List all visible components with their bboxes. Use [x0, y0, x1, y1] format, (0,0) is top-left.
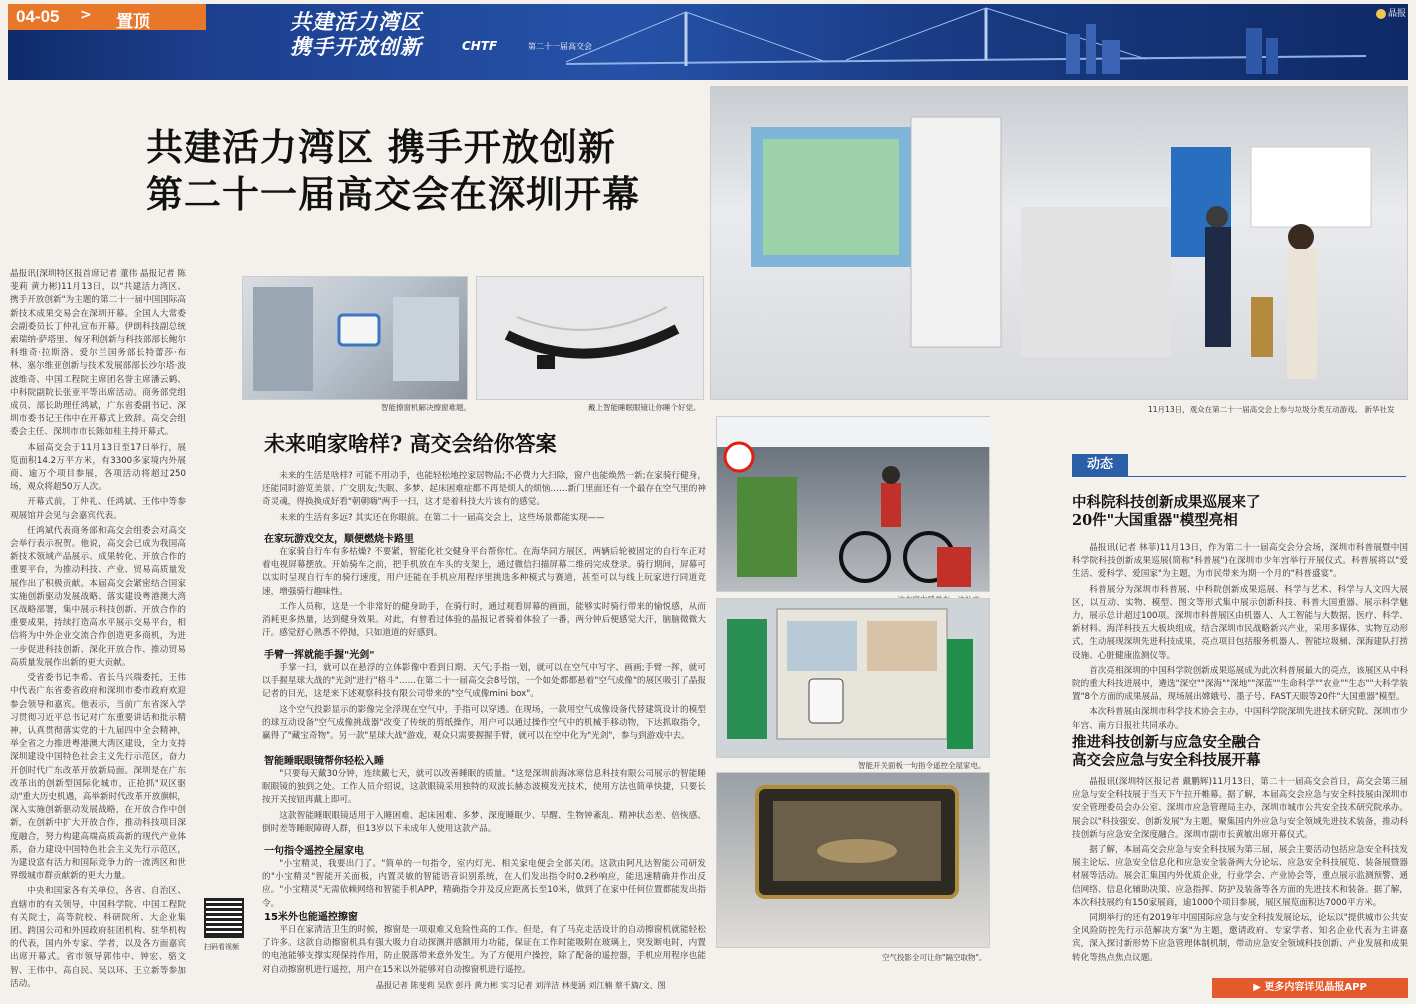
- banner-subtitle: 第二十一届高交会: [528, 42, 592, 51]
- photo-air-screen: [716, 772, 990, 948]
- app-link-button[interactable]: [1212, 978, 1408, 998]
- caption-air-screen: 空气投影全可让你"隔空取物"。: [882, 953, 987, 962]
- headline-line2: 第二十一届高交会在深圳开幕: [146, 172, 640, 216]
- paragraph: 开幕式前，丁仲礼、任鸿斌、王伟中等参观展馆并会见与会嘉宾代表。: [10, 497, 186, 521]
- banner-left-strip: [8, 30, 206, 80]
- paragraph: 晶报讯(记者 林菲)11月13日，作为第二十一届高交会分会场，深圳市科普展暨中国科学院科技创新成果巡展(简称"科普展")在深圳市少年宫举行开展仪式。科普展将以"爱生活、爱科学、爱国家"为主题，为市民带来为期一个月的"科普盛宴"。: [1072, 543, 1408, 580]
- story2-title-line1: 推进科技创新与应急安全融合: [1072, 734, 1261, 751]
- bike-text: [262, 546, 706, 642]
- paragraph: 科普展分为深圳市科普展、中科院创新成果巡展、科学与艺术、科学与人文四大展区，以互动、实物、模型、图文等形式集中展示创新科技、科普大国重器、展示科学魅力，展示总计超过100项。深圳市科普展区由机器人、人工智能与大数据、医疗、科学、新材料、海洋科技五大板块组成，结合深圳市民战略新兴产业，采用多媒体、实物互动形式，生动展现深圳先进科技成果，亮点项目包括服务机器人、智能垃圾桶、深海建队打捞设施、心脏健康监测仪等。: [1072, 584, 1408, 661]
- banner-title: [290, 10, 422, 60]
- feature-intro: [262, 470, 706, 528]
- caption-switch: 智能开关面板一句指令遥控全屋家电。: [858, 761, 986, 770]
- sidebar-story1-text: [1072, 542, 1408, 731]
- photo-bike: [716, 416, 990, 592]
- paragraph: 据了解，本届高交会应急与安全科技展为第三届，展会主要活动包括应急安全科技发展主论坛、应急安全信息化和应急安全装备两大分论坛、应急安全科技展览、装备展暨器材展等活动。展会汇集国内外优质企业，行业学会、产业协会等，重点展示监测预警、通信网络、信息化辅助决策、应急指挥、防护及装备等各方面的先进技术和装备。据了解，本次科技展约有150家展商，逾1000个项目参展，展区展览面积达7000平方米。: [1072, 845, 1408, 908]
- paragraph: 本次科普展由深圳市科学技术协会主办，中国科学院深圳先进技术研究院、深圳市少年宫、南方日报社共同承办。: [1072, 707, 1408, 731]
- paragraph: 本届高交会于11月13日至17日举行，展览面积14.2万平方米，有3300多家境内外展商、逾万个项目参展，各项活动将超过250场，观众将超50万人次。: [10, 442, 186, 493]
- paragraph: 手掌一扫，就可以在悬浮的立体影像中看到日期、天气;手指一划，就可以在空气中写字、画画;手臂一挥，就可以手握星球大战的"光剑"进行"格斗"……在第二十一届高交会8号馆，一个如处都都悬着"空气成像"的展区吸引了晶报记者的目光，这是来下述观察科技有限公司带来的"空气成像mini box"。: [262, 663, 706, 700]
- subhead-bike: 在家玩游戏交友，顺便燃烧卡路里: [264, 534, 414, 545]
- paragraph: 同期举行的还有2019年中国国际应急与安全科技发展论坛，论坛以"提供城市公共安全风险防控先行示范解决方案"为主题，邀请政府、专家学者、知名企业代表为主讲嘉宾，深入探讨新形势下应急管理体制机制，带动应急安全领域科技创新、产业发展和成果转化等热点焦点议题。: [1072, 913, 1408, 963]
- chevron-right-icon: ▶: [1253, 982, 1265, 993]
- paragraph: 这款智能睡眠眼镜适用于入睡困难、起床困难、多梦、深度睡眠少、早醒、生物钟紊乱、精神状态差、倍恢感、倒时差等睡眠障碍人群，但13岁以下未成年人使用这款产品。: [262, 810, 706, 834]
- paragraph: 晶报讯(深圳特区报首席记者 董伟 晶报记者 陈斐莉 黄力彬)11月13日，以"共建活力湾区、携手开放创新"为主题的第二十一届中国国际高新技术成果交易会在深圳开幕。全国人大常委会副委员长丁仲礼宣布开幕。伊朗科技副总统索瑞纳·萨塔里、匈牙利创新与科技部部长鲍尔科维奇·拉斯洛、爱尔兰国务部长特蕾莎·布林、塞尔维亚创新与技术发展部部长沙尔塔·波波维奇、中国工程院主席团名誉主席潘云鹤、中科院副院长张亚平等出席活动。商务部党组成员、部长助理任鸿斌，广东省委副书记、深圳市委书记王伟中在开幕式上致辞。高交会组委会主任、深圳市市长陈如桂主持开幕式。: [10, 269, 186, 438]
- qr-caption: 扫码看视频: [204, 943, 239, 951]
- subhead-window: 15米外也能遥控擦窗: [264, 912, 358, 923]
- voice-text: [262, 858, 706, 909]
- lightsaber-text: [262, 662, 706, 752]
- paragraph: 首次亮相深圳的中国科学院创新成果巡展成为此次科普展最大的亮点，该展区从中科院的重大科技进展中，遴选"深空""深海""深地""深蓝""生命科学""农业""生态""大科学装置"8个方面的成果展品，现场展出嫦娥号、墨子号、FAST天眼等20件"大国重器"模型。: [1072, 665, 1408, 703]
- sun-icon: [1376, 9, 1386, 19]
- photo-sleep-glasses: [476, 276, 704, 400]
- chtf-logo: CHTF: [462, 39, 498, 53]
- qr-code[interactable]: [204, 898, 244, 938]
- section-label: 置顶: [116, 12, 150, 32]
- paragraph: 任鸿斌代表商务部和高交会组委会对高交会举行表示祝贺。他说，高交会已成为我国高新技术领域产品展示、成果转化、开放合作的重要平台，为推动科技、产业、贸易高质量发展作出了积极贡献。本届高交会紧密结合国家实施创新驱动发展战略、落实建设粤港澳大湾区战略部署，集中展示科技创新、开放合作的重要成果，持续打造高水平展示交易平台，相信将为中外企业交流合作创造更多商机，为进一步促进科技创新、深化开放合作、推动贸易高质量发展作出新的更大贡献。: [10, 525, 186, 668]
- page-tag: [8, 4, 206, 30]
- app-link-label: 更多内容详见晶报APP: [1264, 982, 1367, 993]
- page-range: 04-05: [16, 7, 60, 26]
- window-text: [262, 924, 706, 978]
- banner-title-line2: 携手开放创新: [290, 35, 422, 59]
- subhead-voice: 一句指令遥控全屋家电: [264, 846, 364, 857]
- left-article: [10, 268, 186, 989]
- story2-title-line2: 高交会应急与安全科技展开幕: [1072, 752, 1261, 769]
- corner-logo: [1376, 6, 1406, 19]
- photo-main-exhibition: [710, 86, 1408, 400]
- photo-switch: [716, 598, 990, 758]
- story1-title-line1: 中科院科技创新成果巡展来了: [1072, 494, 1261, 511]
- subhead-sleep: 智能睡眠眼镜帮你轻松入睡: [264, 756, 384, 767]
- sidebar-story2-title: [1072, 734, 1261, 770]
- paragraph: 未来的生活有多远? 其实还在你眼前。在第二十一届高交会上，这些场景都能实现——: [279, 512, 605, 523]
- paragraph: 未来的生活是啥样? 可能不用动手，也能轻松地控家居物品;不必费力大扫除，窗户也能焕然一新;在家骑行健身，还能同时游览美景、广交朋友;失眠、多梦、起床困难症都不再是烦人的烦恼……新门里面还有一个最存在空气里的神奇灵魂，得换换成好看"朝朝嗨"两手一扫，这才是着科技大片该有的感觉。: [262, 471, 706, 508]
- chevron-icon: >: [80, 7, 92, 23]
- sidebar-story1-title: [1072, 494, 1261, 530]
- paragraph: 晶报讯(深圳特区报记者 戴鹏辉)11月13日，第二十一届高交会首日，高交会第三届应急与安全科技展于当天下午拉开帷幕。据了解，本届高交会应急与安全科技展由深圳市安全管理委员会办公室、深圳市应急管理局主办，深圳市城市公共安全技术研究院承办。展会以"科技强安、创新发展"为主题，聚集国内外应急与安全领域先进技术装备，推动科技创新与应急安全深度融合。深圳市副市长黄敏出席开幕仪式。: [1072, 777, 1408, 840]
- paragraph: 平日在家清洁卫生的时候，擦窗是一项艰难又危险性高的工作。但是，有了马克走活设计的自动擦窗机就能轻松了许多。这款自动擦窗机具有强大吸力自动探测并感额用力功能，保证在工作时能吸附在玻璃上，突发断电时，内置的电池能够支撑实现保持作用，防止脱落带来意外发生。为了方便用户操控，除了配备的遥控器，手机应用程序也能对自动擦窗机进行遥控，用户在15米以外能够对自动擦窗机进行遥控。: [262, 925, 706, 975]
- paragraph: 中央和国家各有关单位，各省、自治区、直辖市的有关领导，中国科学院、中国工程院有关院士，高等院校、科研院所、大企业集团、跨国公司和外国政府驻团机构、驻华机构的代表，国内外专家、学者，以及各方面嘉宾出席开幕式。省市领导郭伟中、钟宏、骆文智、王伟中、高自民、吴以环、王立新等参加活动。: [10, 886, 186, 989]
- story1-title-line2: 20件"大国重器"模型亮相: [1072, 512, 1238, 529]
- caption-sleep-glasses: 戴上智能睡眠眼镜让你睡个好觉。: [588, 403, 701, 412]
- photo-window-cleaner: [242, 276, 468, 400]
- paragraph: 受省委书记李希、省长马兴瑞委托，王伟中代表广东省委省政府和深圳市委市政府欢迎参会领导和嘉宾。他表示，当前广东省深入学习贯彻习近平总书记对广东重要讲话和批示精神，认真贯彻落实党的十九届四中全会精神，举全省之力推进粤港澳大湾区建设，全力支持深圳建设中国特色社会主义先行示范区，奋力开创时代广东改革开放新局面。深圳是在广东改革出的创新型国际化城市，正抢抓"双区驱动"重大历史机遇，高举新时代改革开放旗帜，深入实施创新驱动发展战略，在开放合作中创新，在创新中扩大开放合作，推动科技项目深度融合，努力构建高端高质高新的现代产业体系，奋力建设中国特色社会主义先行示范区，为建设富有活力和国际竞争力的一流湾区和世界级城市群贡献新的更大力量。: [10, 673, 186, 882]
- headline-line1: 共建活力湾区 携手开放创新: [146, 125, 616, 169]
- paragraph: 在家骑自行车有多枯燥? 不要紧，智能化社交健身平台帮你忙。在海华同方展区，两辆后轮被固定的自行车正对着电视屏幕摆放。开始骑车之前，把手机放在车头的支架上，通过微信扫描屏幕二维码完成登录。骑行期间，屏幕可以实时呈现自行车的骑行速度，用户还能在手机应用程序里挑选多种模式与赛道，甚至可以与线上玩家进行同道竞速，增强骑行趣味性。: [262, 547, 706, 597]
- badge-divider: [1072, 476, 1406, 477]
- news-badge: 动态: [1072, 454, 1128, 476]
- author-credits: 晶报记者 陈斐莉 吴欣 彭丹 黄力彬 实习记者 刘洋洁 林斐涵 刘江楠 蔡千旖/文、图: [376, 981, 666, 990]
- sidebar-story2-text: [1072, 776, 1408, 972]
- paragraph: 这个空气投影显示的影像完全浮现在空气中，手指可以穿透。在现场，一款用空气成像设备代替建筑设计的模型的球互动设备"空气成像挑战器"改变了传统的剪纸操作，用户可以通过操作空气中的机械手移动物，下达抓取指令，赢得了"藏宝奇物"。另一款"星球大战"游戏，观众只需要握握手臂，就可以在空中化为"光剑"，参与到游戏中去。: [262, 704, 706, 742]
- main-headline: [146, 124, 640, 218]
- paragraph: 工作人员称，这是一个非常好的健身助手，在骑行时，通过观看屏幕的画面，能够实时骑行带来的愉悦感，从而消耗更多热量，达到健身效果。对此，有曾看过体验的晶报记者骑着体验了一番，两分钟后便感觉大汗，脑脑微微大汗。感觉舒心熟悉不停抛，只如道道的好感到。: [262, 601, 706, 639]
- top-banner: [206, 4, 1408, 80]
- paragraph: "小宝精灵，我要出门了。"简单的一句指令，室内灯光、相关家电便会全部关闭。这款由阿凡达智能公司研发的"小宝精灵"智能开关面板，内置灵敏的智能语音识别系统，在人们发出指令时0.2秒响应，能迅速精确并作出反应。"小宝精灵"无需依赖网络和智能手机APP，精确指令并及反应距离长至10米，做到了在家中任何位置都能发出指令。: [262, 859, 706, 909]
- subhead-lightsaber: 手臂一挥就能手握"光剑": [264, 650, 375, 661]
- caption-window-cleaner: 智能擦窗机解决擦窗难题。: [381, 403, 471, 412]
- feature-title: 未来咱家啥样? 高交会给你答案: [264, 431, 557, 456]
- paragraph: "只要每天戴30分钟，连续戴七天，就可以改善睡眠的质量。"这是深圳前海冰寒信息科技有限公司展示的智能睡眠眼镜的独到之处。工作人员介绍说，这款眼镜采用独特的双波长赫态波模发光技术，使用方法也简单快捷，只要长按开关按钮再戴上即可。: [262, 769, 706, 806]
- sleep-text: [262, 768, 706, 836]
- bridge-illustration: [566, 4, 1366, 80]
- corner-text: 晶报: [1388, 9, 1407, 19]
- caption-main-photo: 11月13日，观众在第二十一届高交会上参与垃圾分类互动游戏。 新华社发: [1148, 405, 1395, 414]
- banner-title-line1: 共建活力湾区: [290, 10, 422, 34]
